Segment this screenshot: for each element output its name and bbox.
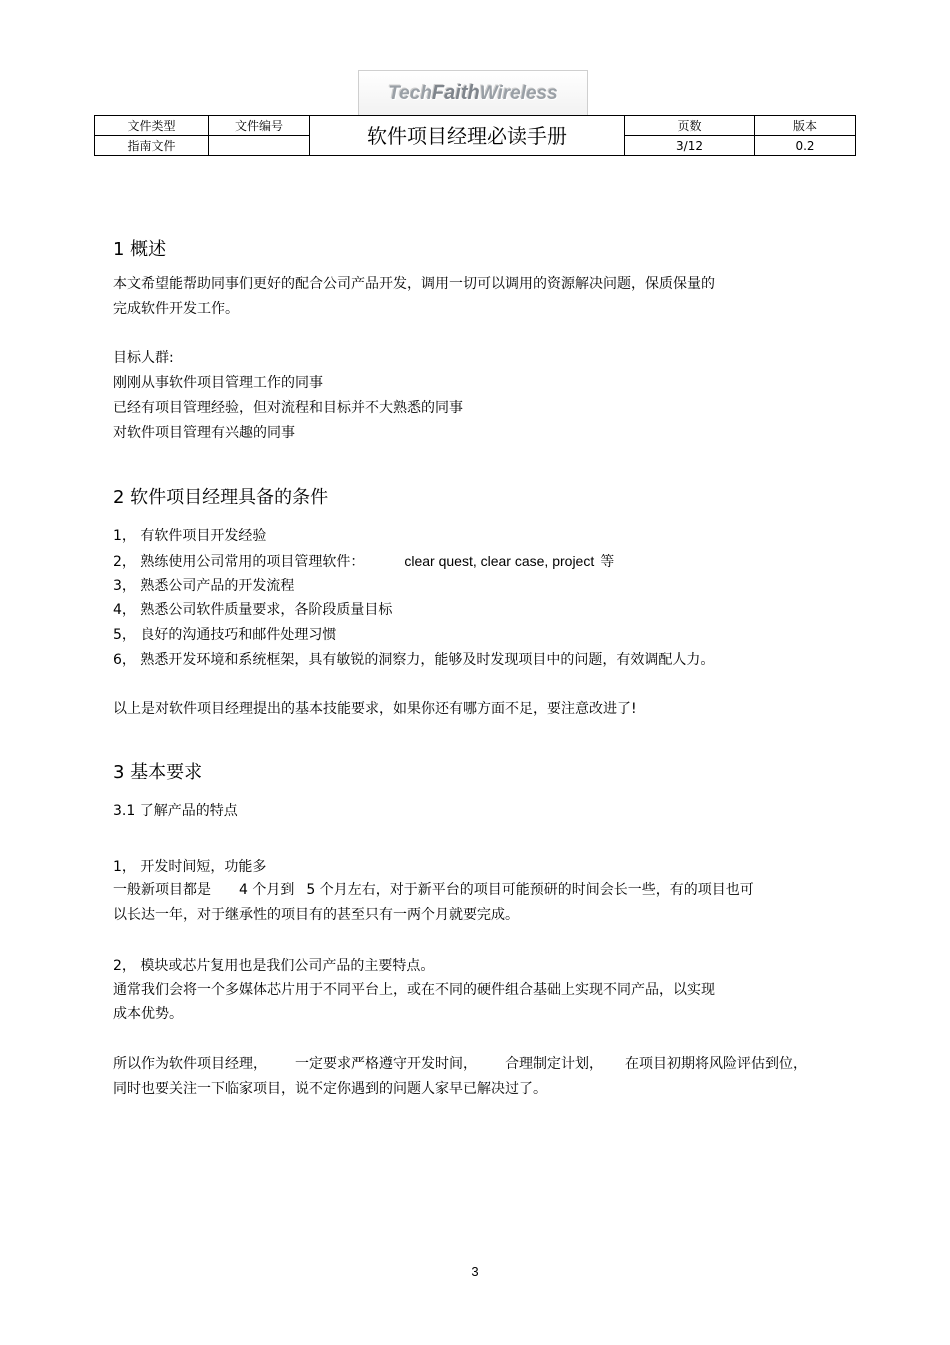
intro-line-2: 完成软件开发工作。 <box>113 301 239 317</box>
intro-line-1: 本文希望能帮助同事们更好的配合公司产品开发，调用一切可以调用的资源解决问题，保质保量的 <box>113 276 715 292</box>
requirement-item: 1， 有软件项目开发经验 <box>113 528 267 544</box>
audience-item: 已经有项目管理经验，但对流程和目标并不大熟悉的同事 <box>113 400 463 416</box>
feature-1-line-1: 一般新项目都是 4 个月到 5 个月左右，对于新平台的项目可能预研的时间会长一些，有的项目也可 <box>113 882 754 898</box>
logo-text: TechFaithWireless <box>388 81 558 104</box>
subsection-3-1-heading: 3.1 了解产品的特点 <box>113 803 238 819</box>
conclusion-line-2: 同时也要关注一下临家项目，说不定你遇到的问题人家早已解决过了。 <box>113 1081 547 1097</box>
page-count-label: 页数 <box>625 116 755 136</box>
conclusion-line-1: 所以作为软件项目经理， 一定要求严格遵守开发时间， 合理制定计划， 在项目初期将风险评估到位， <box>113 1056 807 1072</box>
requirement-item: 2， 熟练使用公司常用的项目管理软件： clear quest, clear case, project 等 <box>113 553 615 570</box>
version-value: 0.2 <box>755 136 856 156</box>
page-count-value: 3/12 <box>625 136 755 156</box>
feature-1-line-2: 以长达一年，对于继承性的项目有的甚至只有一两个月就要完成。 <box>113 907 519 923</box>
feature-2-line-2: 成本优势。 <box>113 1006 183 1022</box>
requirement-item: 4， 熟悉公司软件质量要求，各阶段质量目标 <box>113 602 393 618</box>
feature-2-title: 2， 模块或芯片复用也是我们公司产品的主要特点。 <box>113 958 435 974</box>
requirement-item: 5， 良好的沟通技巧和邮件处理习惯 <box>113 627 337 643</box>
tool-names: clear quest, clear case, project <box>404 553 595 569</box>
section-1-heading: 1 概述 <box>113 239 167 260</box>
audience-item: 对软件项目管理有兴趣的同事 <box>113 425 295 441</box>
version-label: 版本 <box>755 116 856 136</box>
doc-number-value <box>209 136 310 156</box>
doc-type-value: 指南文件 <box>95 136 209 156</box>
doc-type-label: 文件类型 <box>95 116 209 136</box>
page-number: 3 <box>471 1264 479 1279</box>
requirements-summary: 以上是对软件项目经理提出的基本技能要求，如果你还有哪方面不足，要注意改进了! <box>113 701 637 717</box>
document-title: 软件项目经理必读手册 <box>310 116 625 156</box>
section-3-heading: 3 基本要求 <box>113 762 203 783</box>
audience-title: 目标人群: <box>113 350 174 366</box>
feature-1-title: 1， 开发时间短，功能多 <box>113 859 267 875</box>
document-header-table <box>94 115 856 156</box>
company-logo <box>358 70 588 115</box>
audience-item: 刚刚从事软件项目管理工作的同事 <box>113 375 323 391</box>
doc-number-label: 文件编号 <box>209 116 310 136</box>
feature-2-line-1: 通常我们会将一个多媒体芯片用于不同平台上，或在不同的硬件组合基础上实现不同产品，以实现 <box>113 982 715 998</box>
requirement-item: 6， 熟悉开发环境和系统框架，具有敏锐的洞察力，能够及时发现项目中的问题，有效调配人力。 <box>113 652 715 668</box>
requirement-item: 3， 熟悉公司产品的开发流程 <box>113 578 295 594</box>
section-2-heading: 2 软件项目经理具备的条件 <box>113 487 329 508</box>
